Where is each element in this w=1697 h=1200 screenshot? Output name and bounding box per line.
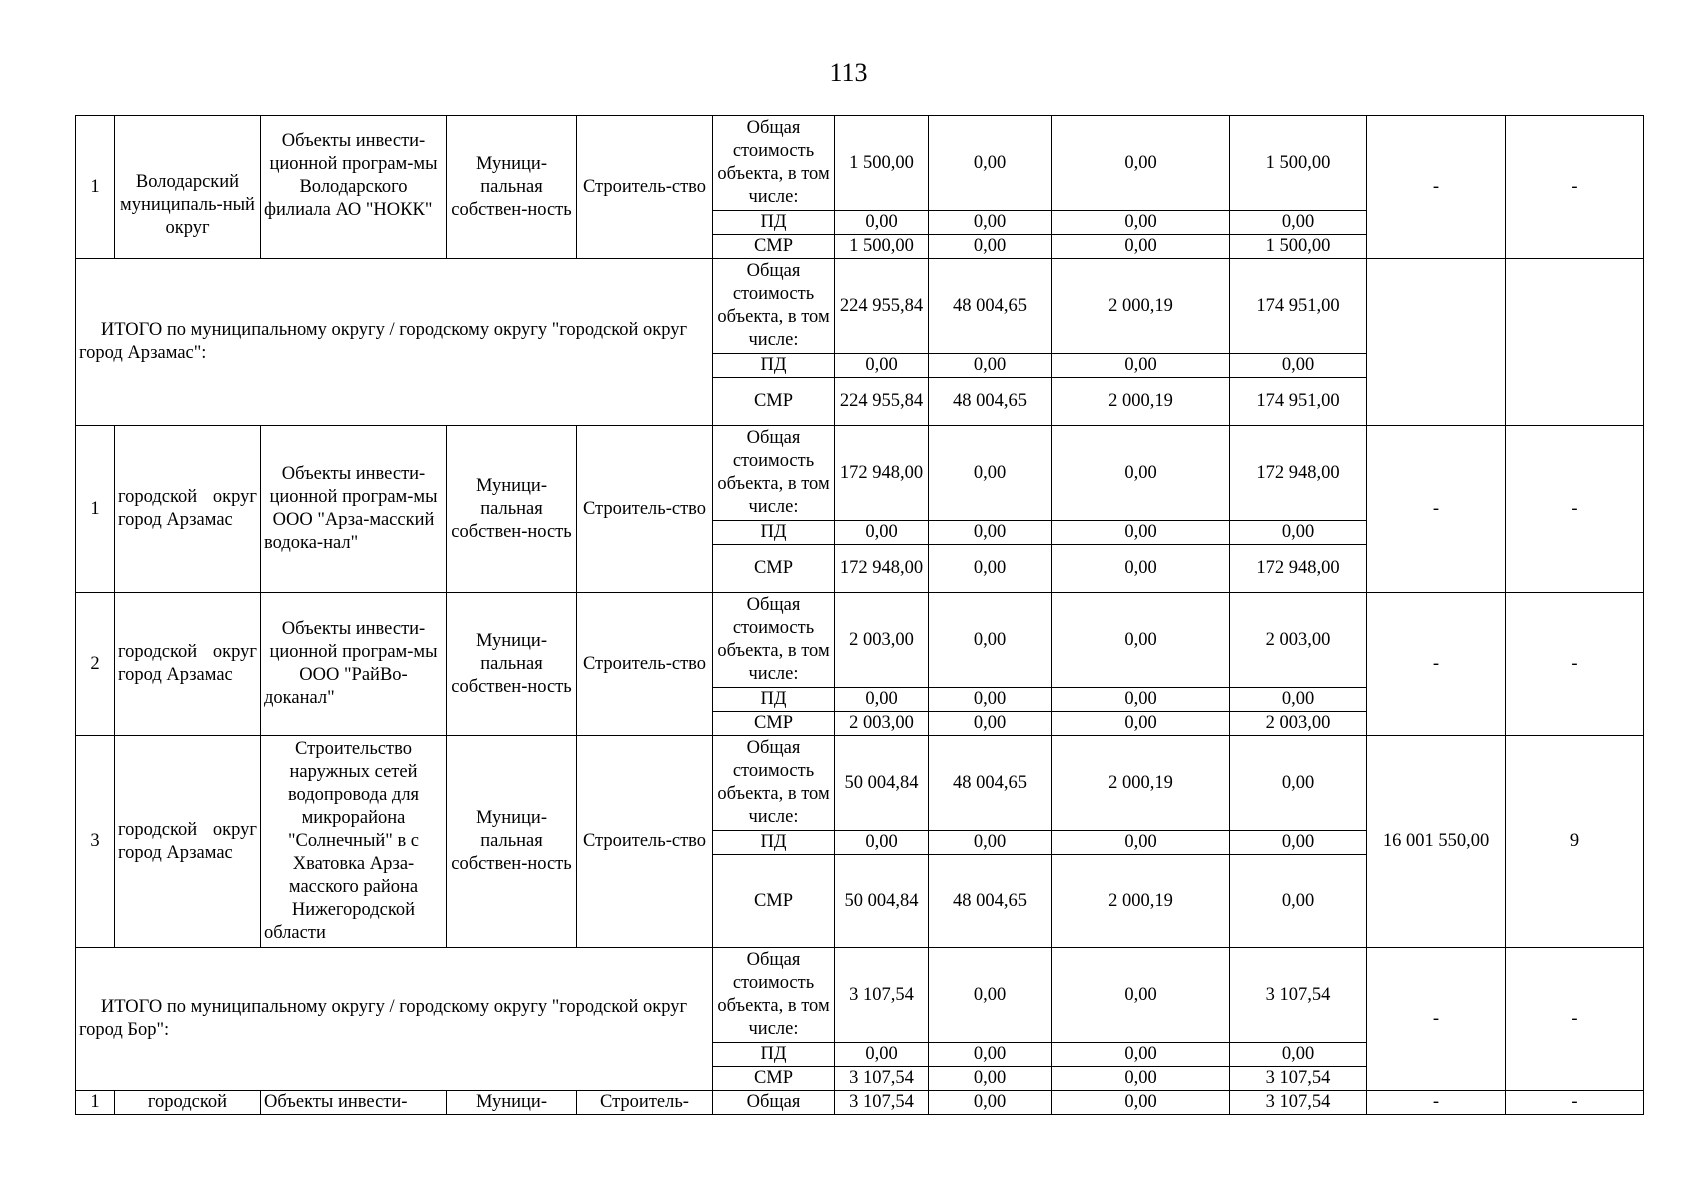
investment-objects-table [75,115,1644,1115]
municipality-cell: городской округ город Арзамас [115,426,261,593]
table-row [76,593,1644,688]
ownership-cell: Муници-пальная собствен-ность [447,736,577,948]
pd-value-cell: 0,00 [929,211,1052,235]
row-number: 2 [76,593,115,736]
total-value-cell: 0,00 [929,1091,1052,1115]
total-value-cell: 2 003,00 [835,593,929,688]
total-value-cell: 0,00 [1052,593,1230,688]
smr-value-cell: 0,00 [1052,235,1230,259]
total-value-cell: 0,00 [1052,116,1230,211]
total-value-cell: 48 004,65 [929,259,1052,354]
total-cost-label: Общая стоимость объекта, в том числе: [713,736,835,831]
total-cost-label: Общая стоимость объекта, в том числе: [713,593,835,688]
pd-label: ПД [713,831,835,855]
row-number: 1 [76,426,115,593]
table-row [76,116,1644,211]
smr-label: СМР [713,378,835,426]
total-value-cell: 0,00 [1230,736,1367,831]
term-cell: - [1506,593,1644,736]
smr-value-cell: 174 951,00 [1230,378,1367,426]
smr-value-cell: 2 000,19 [1052,378,1230,426]
row-number: 1 [76,1091,115,1115]
pd-value-cell: 0,00 [835,354,929,378]
term-cell: 9 [1506,736,1644,948]
smr-value-cell: 0,00 [929,712,1052,736]
smr-value-cell: 0,00 [1052,712,1230,736]
row-number: 3 [76,736,115,948]
total-value-cell: 0,00 [929,116,1052,211]
ownership-cell: Муници-пальная собствен-ность [447,593,577,736]
smr-value-cell: 1 500,00 [835,235,929,259]
pd-value-cell: 0,00 [1052,1043,1230,1067]
table-row [76,948,1644,1043]
page-number: 113 [829,58,868,87]
total-value-cell: 174 951,00 [1230,259,1367,354]
total-cost-label: Общая стоимость объекта, в том числе: [713,426,835,521]
total-value-cell: 224 955,84 [835,259,929,354]
smr-value-cell: 224 955,84 [835,378,929,426]
total-value-cell: 0,00 [1052,1091,1230,1115]
table-row [76,259,1644,354]
pd-value-cell: 0,00 [1230,354,1367,378]
term-cell [1506,259,1644,426]
ownership-cell: Муници-пальная собствен-ность [447,426,577,593]
pd-value-cell: 0,00 [929,354,1052,378]
total-value-cell: 1 500,00 [1230,116,1367,211]
pd-value-cell: 0,00 [1052,688,1230,712]
pd-value-cell: 0,00 [835,1043,929,1067]
smr-value-cell: 172 948,00 [1230,545,1367,593]
pd-value-cell: 0,00 [835,688,929,712]
pd-value-cell: 0,00 [835,211,929,235]
pd-value-cell: 0,00 [1052,521,1230,545]
total-value-cell: 1 500,00 [835,116,929,211]
smr-value-cell: 2 000,19 [1052,855,1230,948]
municipality-cell: городской [115,1091,261,1115]
smr-value-cell: 50 004,84 [835,855,929,948]
capacity-cell: - [1367,593,1506,736]
smr-label: СМР [713,712,835,736]
table-row [76,426,1644,521]
pd-label: ПД [713,521,835,545]
smr-label: СМР [713,855,835,948]
smr-value-cell: 0,00 [1052,1067,1230,1091]
smr-label: СМР [713,235,835,259]
capacity-cell: - [1367,116,1506,259]
term-cell: - [1506,1091,1644,1115]
total-value-cell: 172 948,00 [1230,426,1367,521]
pd-value-cell: 0,00 [1230,831,1367,855]
smr-label: СМР [713,1067,835,1091]
capacity-cell: - [1367,426,1506,593]
pd-value-cell: 0,00 [1052,354,1230,378]
object-description-cell: Объекты инвести-ционной програм-мы ООО "РайВо-доканал" [261,593,447,736]
ownership-cell: Муници-пальная собствен-ность [447,116,577,259]
total-value-cell: 0,00 [929,948,1052,1043]
table-row [76,736,1644,831]
object-description-cell: Объекты инвести- [261,1091,447,1115]
smr-value-cell: 2 003,00 [835,712,929,736]
capacity-cell: - [1367,948,1506,1091]
pd-value-cell: 0,00 [835,521,929,545]
total-value-cell: 0,00 [929,593,1052,688]
pd-value-cell: 0,00 [929,831,1052,855]
pd-value-cell: 0,00 [929,521,1052,545]
total-value-cell: 50 004,84 [835,736,929,831]
work-type-cell: Строитель-ство [577,116,713,259]
total-value-cell: 172 948,00 [835,426,929,521]
smr-value-cell: 2 003,00 [1230,712,1367,736]
pd-label: ПД [713,211,835,235]
total-cost-label: Общая стоимость объекта, в том числе: [713,948,835,1043]
pd-label: ПД [713,354,835,378]
pd-value-cell: 0,00 [1230,688,1367,712]
smr-value-cell: 3 107,54 [1230,1067,1367,1091]
smr-value-cell: 1 500,00 [1230,235,1367,259]
pd-label: ПД [713,1043,835,1067]
pd-value-cell: 0,00 [1230,521,1367,545]
municipality-cell: городской округ город Арзамас [115,593,261,736]
pd-value-cell: 0,00 [835,831,929,855]
smr-value-cell: 3 107,54 [835,1067,929,1091]
term-cell: - [1506,948,1644,1091]
municipality-cell: городской округ город Арзамас [115,736,261,948]
total-value-cell: 0,00 [1052,948,1230,1043]
work-type-cell: Строитель- [577,1091,713,1115]
smr-value-cell: 0,00 [929,545,1052,593]
smr-value-cell: 172 948,00 [835,545,929,593]
total-row-label: ИТОГО по муниципальному округу / городскому округу "городской округ город Арзамас": [76,259,713,426]
pd-label: ПД [713,688,835,712]
total-value-cell: 3 107,54 [1230,948,1367,1043]
capacity-cell: 16 001 550,00 [1367,736,1506,948]
total-value-cell: 2 003,00 [1230,593,1367,688]
total-value-cell: 48 004,65 [929,736,1052,831]
total-cost-label: Общая [713,1091,835,1115]
row-number: 1 [76,116,115,259]
object-description-cell: Объекты инвести-ционной програм-мы ООО "Арза-масский водока-нал" [261,426,447,593]
total-row-label: ИТОГО по муниципальному округу / городскому округу "городской округ город Бор": [76,948,713,1091]
total-value-cell: 2 000,19 [1052,736,1230,831]
total-value-cell: 3 107,54 [835,948,929,1043]
smr-value-cell: 48 004,65 [929,855,1052,948]
work-type-cell: Строитель-ство [577,593,713,736]
pd-value-cell: 0,00 [1230,211,1367,235]
ownership-cell: Муници- [447,1091,577,1115]
term-cell: - [1506,426,1644,593]
smr-value-cell: 0,00 [929,235,1052,259]
total-value-cell: 0,00 [1052,426,1230,521]
capacity-cell: - [1367,1091,1506,1115]
municipality-cell: Володарский муниципаль-ный округ [115,116,261,259]
smr-label: СМР [713,545,835,593]
pd-value-cell: 0,00 [1052,831,1230,855]
total-cost-label: Общая стоимость объекта, в том числе: [713,116,835,211]
capacity-cell [1367,259,1506,426]
pd-value-cell: 0,00 [929,688,1052,712]
object-description-cell: Строительство наружных сетей водопровода для микрорайона "Солнечный" в с Хватовка Арза-масского района Нижегородской области [261,736,447,948]
total-value-cell: 2 000,19 [1052,259,1230,354]
total-cost-label: Общая стоимость объекта, в том числе: [713,259,835,354]
object-description-cell: Объекты инвести-ционной програм-мы Володарского филиала АО "НОКК" [261,116,447,259]
smr-value-cell: 0,00 [1230,855,1367,948]
smr-value-cell: 0,00 [929,1067,1052,1091]
table-row [76,1091,1644,1115]
total-value-cell: 3 107,54 [835,1091,929,1115]
pd-value-cell: 0,00 [929,1043,1052,1067]
total-value-cell: 3 107,54 [1230,1091,1367,1115]
smr-value-cell: 0,00 [1052,545,1230,593]
work-type-cell: Строитель-ство [577,426,713,593]
term-cell: - [1506,116,1644,259]
work-type-cell: Строитель-ство [577,736,713,948]
smr-value-cell: 48 004,65 [929,378,1052,426]
pd-value-cell: 0,00 [1052,211,1230,235]
total-value-cell: 0,00 [929,426,1052,521]
pd-value-cell: 0,00 [1230,1043,1367,1067]
